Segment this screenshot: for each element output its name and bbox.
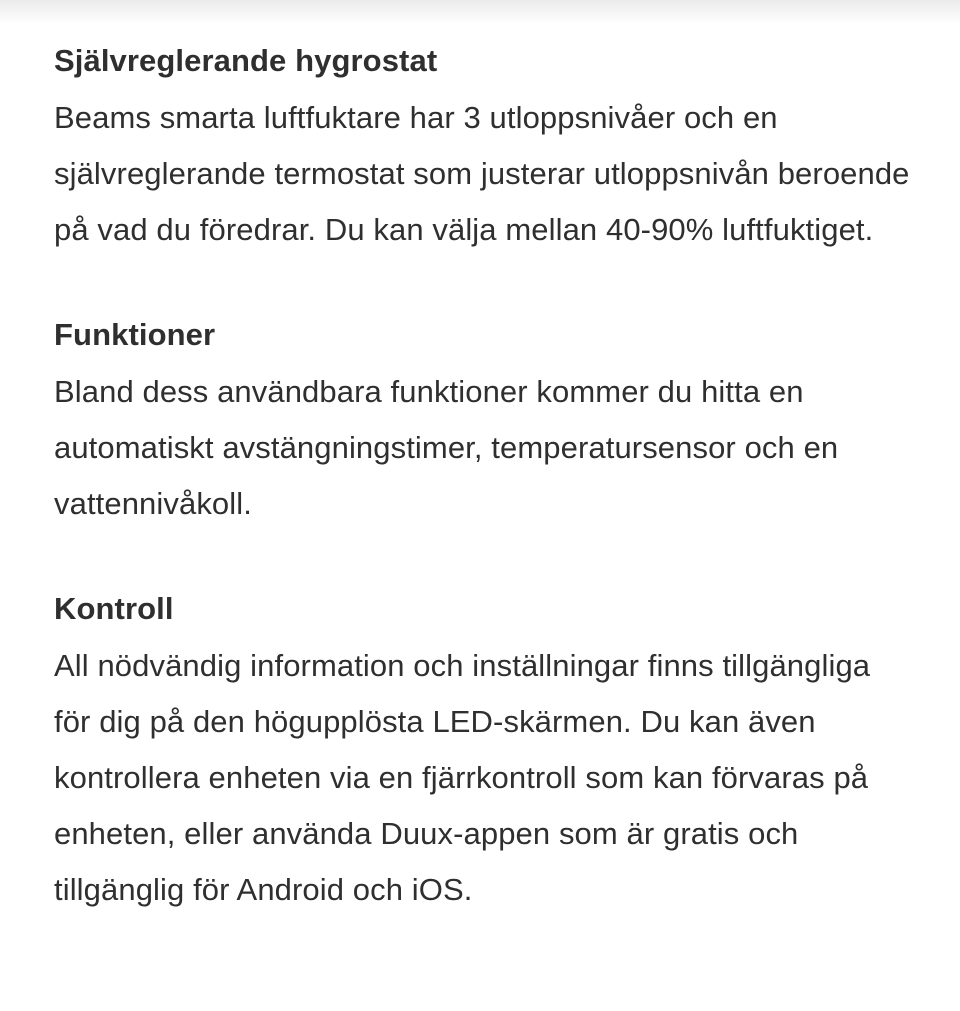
section-body: Bland dess användbara funktioner kommer du hitta en automatiskt avstängningstimer, temperatursensor och en vattennivåkoll. xyxy=(54,374,839,521)
section-functions xyxy=(54,310,914,532)
section-control xyxy=(54,584,914,918)
section-body: All nödvändig information och inställningar finns tillgängliga för dig på den högupplösta LED-skärmen. Du kan även kontrollera enheten via en fjärrkontroll som kan förvaras på enheten, eller använda Duux-appen som är gratis och tillgänglig för Android och iOS. xyxy=(54,648,871,907)
section-title: Funktioner xyxy=(54,317,216,352)
section-body: Beams smarta luftfuktare har 3 utloppsnivåer och en självreglerande termostat som justerar utloppsnivån beroende på vad du föredrar. Du kan välja mellan 40-90% luftfuktiget. xyxy=(54,100,910,247)
section-hygrostat xyxy=(54,36,914,258)
section-title: Kontroll xyxy=(54,591,174,626)
product-description xyxy=(54,36,914,918)
top-shadow xyxy=(0,0,960,24)
section-title: Självreglerande hygrostat xyxy=(54,43,438,78)
